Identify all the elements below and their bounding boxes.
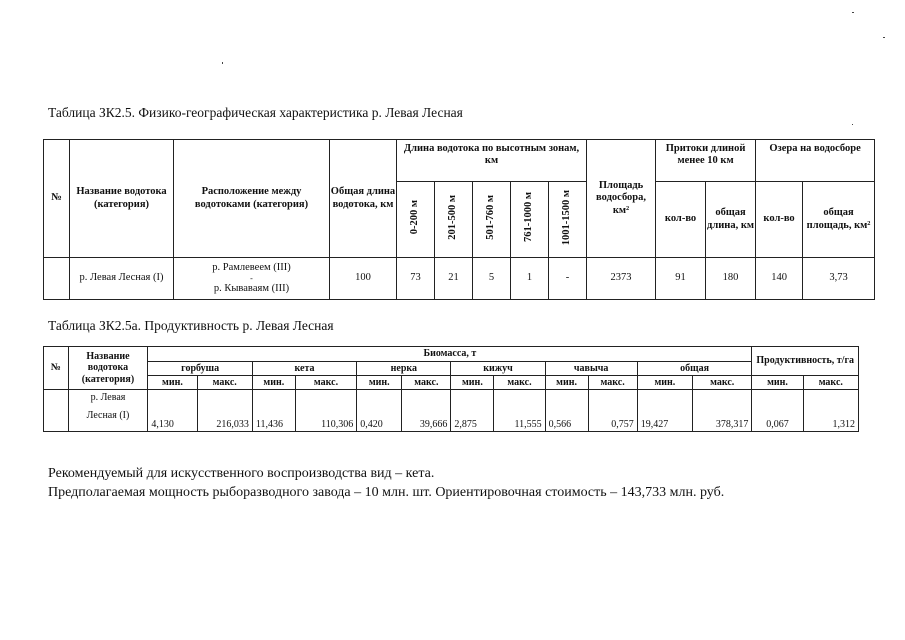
min-header: мин.	[357, 376, 402, 390]
row-zone-value: 21	[435, 258, 473, 300]
row-num	[44, 258, 70, 300]
row-zone-value: 1	[511, 258, 549, 300]
row-name: р. Левая Лесная (I)	[70, 258, 174, 300]
t2-value: 1,312	[803, 390, 858, 432]
t2-row-name	[68, 390, 148, 432]
scan-speck	[883, 37, 885, 38]
zone-label: 0-200 м	[409, 200, 421, 235]
trib-length-header: общая длина, км	[706, 182, 756, 258]
max-header: макс.	[402, 376, 451, 390]
lakes-area-header: общая площадь, км²	[803, 182, 875, 258]
physical-geography-table	[43, 139, 875, 300]
zone-header	[473, 182, 511, 258]
recommendation-text: Рекомендуемый для искусственного воспроизводства вид – кета.	[48, 466, 435, 481]
t2-value: 0,757	[588, 390, 637, 432]
row-location	[174, 258, 330, 300]
productivity-table	[43, 346, 859, 432]
species-header: нерка	[357, 362, 451, 376]
hatchery-capacity-text: Предполагаемая мощность рыборазводного завода – 10 млн. шт. Ориентировочная стоимость – 143,733 млн. руб.	[48, 485, 725, 500]
min-header: мин.	[637, 376, 692, 390]
t2-value: 39,666	[402, 390, 451, 432]
table-row	[44, 258, 875, 300]
zone-header	[549, 182, 587, 258]
col-num-header: №	[44, 140, 70, 258]
location-dash: -	[250, 273, 253, 283]
table2-caption: Таблица ЗК2.5а. Продуктивность р. Левая Лесная	[48, 318, 334, 333]
col-total-length-header: Общая длина водотока, км	[330, 140, 397, 258]
zone-label: 761-1000 м	[523, 192, 535, 243]
species-header: горбуша	[148, 362, 252, 376]
zone-label: 201-500 м	[447, 195, 459, 240]
zone-header	[397, 182, 435, 258]
col-lakes-header: Озера на водосборе	[756, 140, 875, 182]
t2-value: 378,317	[693, 390, 752, 432]
table1-caption: Таблица ЗК2.5. Физико-географическая характеристика р. Левая Лесная	[48, 105, 463, 120]
max-header: макс.	[494, 376, 545, 390]
lakes-count-header: кол-во	[756, 182, 803, 258]
col-name-header: Название водотока (категория)	[70, 140, 174, 258]
t2-name-line1: р. Левая	[90, 392, 126, 403]
t2-biomass-header: Биомасса, т	[148, 347, 752, 362]
min-header: мин.	[545, 376, 588, 390]
species-header: кета	[252, 362, 356, 376]
location-bottom: р. Кывавaям (III)	[213, 282, 290, 294]
row-lakes-area: 3,73	[803, 258, 875, 300]
row-lakes-count: 140	[756, 258, 803, 300]
t2-productivity-header: Продуктивность, т/га	[752, 347, 859, 376]
row-trib-length: 180	[706, 258, 756, 300]
col-area-header: Площадь водосбора, км²	[587, 140, 656, 258]
species-header: кижуч	[451, 362, 545, 376]
row-zone-value: 5	[473, 258, 511, 300]
t2-value: 19,427	[637, 390, 692, 432]
zone-header	[435, 182, 473, 258]
col-length-by-zone-header: Длина водотока по высотным зонам, км	[397, 140, 587, 182]
location-top: р. Рамлевеем (III)	[212, 262, 291, 274]
row-area: 2373	[587, 258, 656, 300]
col-location-header: Расположение между водотоками (категория)	[174, 140, 330, 258]
t2-value: 2,875	[451, 390, 494, 432]
table-row	[44, 390, 859, 432]
zone-header	[511, 182, 549, 258]
min-header: мин.	[451, 376, 494, 390]
scan-speck	[852, 12, 854, 13]
species-header: общая	[637, 362, 752, 376]
t2-row-num	[44, 390, 69, 432]
t2-value: 0,566	[545, 390, 588, 432]
max-header: макс.	[803, 376, 858, 390]
row-zone-value: -	[549, 258, 587, 300]
t2-name-line2: Лесная (I)	[86, 409, 130, 421]
min-header: мин.	[752, 376, 803, 390]
scan-speck	[222, 62, 223, 64]
t2-num-header: №	[44, 347, 69, 390]
zone-label: 501-760 м	[485, 195, 497, 240]
max-header: макс.	[693, 376, 752, 390]
row-total-length: 100	[330, 258, 397, 300]
max-header: макс.	[295, 376, 356, 390]
t2-value: 216,033	[197, 390, 252, 432]
min-header: мин.	[148, 376, 197, 390]
t2-value: 110,306	[295, 390, 356, 432]
min-header: мин.	[252, 376, 295, 390]
t2-value: 11,555	[494, 390, 545, 432]
row-trib-count: 91	[656, 258, 706, 300]
t2-value: 0,067	[752, 390, 803, 432]
t2-value: 4,130	[148, 390, 197, 432]
t2-name-header: Название водотока (категория)	[68, 347, 148, 390]
trib-count-header: кол-во	[656, 182, 706, 258]
row-zone-value: 73	[397, 258, 435, 300]
t2-value: 0,420	[357, 390, 402, 432]
scan-speck	[852, 124, 853, 125]
max-header: макс.	[588, 376, 637, 390]
max-header: макс.	[197, 376, 252, 390]
col-tributaries-header: Притоки длиной менее 10 км	[656, 140, 756, 182]
species-header: чавыча	[545, 362, 637, 376]
t2-value: 11,436	[252, 390, 295, 432]
zone-label: 1001-1500 м	[561, 189, 573, 246]
